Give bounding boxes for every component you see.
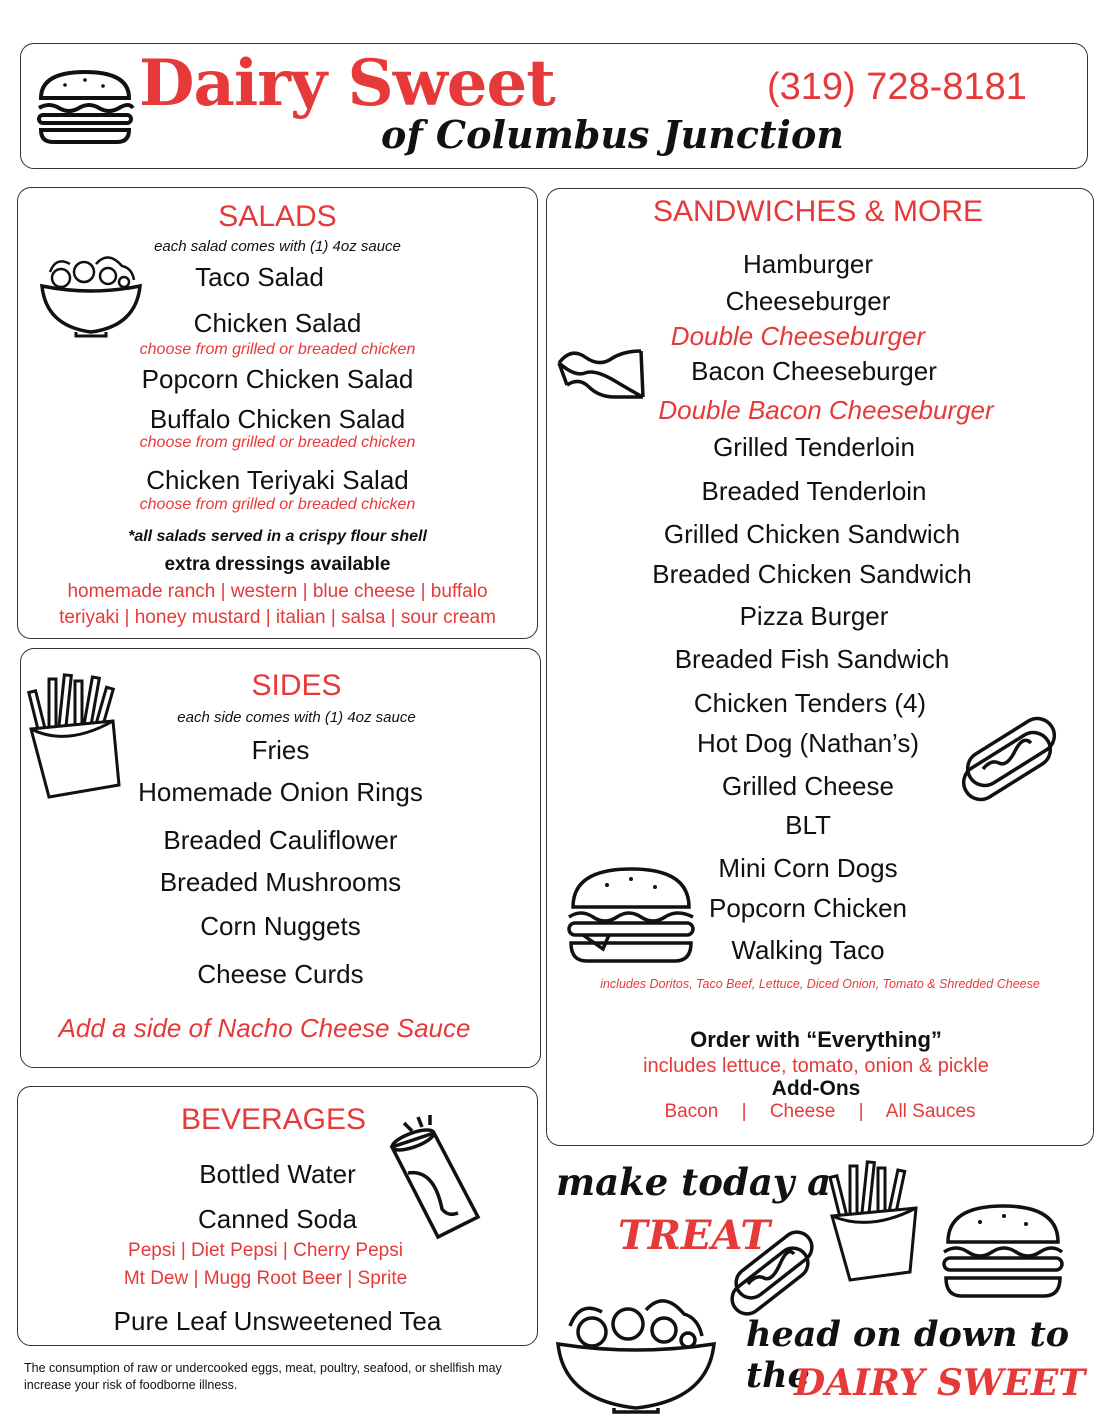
- sandwich-item: Grilled Chicken Sandwich: [663, 519, 961, 549]
- side-item: Corn Nuggets: [200, 911, 361, 941]
- promo-line-1: make today a: [556, 1160, 832, 1204]
- sandwiches-section: [546, 188, 1094, 1146]
- sides-note: each side comes with (1) 4oz sauce: [177, 709, 416, 726]
- sandwich-item: Breaded Chicken Sandwich: [652, 559, 972, 589]
- sandwich-item: Grilled Cheese: [722, 771, 894, 801]
- promo-line-2: TREAT: [618, 1212, 771, 1259]
- brand-name: Dairy Sweet: [139, 46, 555, 121]
- salad-item-note: choose from grilled or breaded chicken: [139, 434, 416, 451]
- sandwich-item-featured: Double Cheeseburger: [670, 321, 926, 351]
- sandwich-item: Cheeseburger: [725, 286, 891, 316]
- sandwich-item: Grilled Tenderloin: [713, 432, 915, 462]
- dressings-title: extra dressings available: [164, 554, 391, 575]
- salad-item-note: choose from grilled or breaded chicken: [139, 496, 416, 513]
- sandwich-item: Chicken Tenders (4): [693, 688, 927, 718]
- everything-title: Order with “Everything”: [690, 1027, 942, 1052]
- sides-section: [20, 648, 541, 1068]
- side-item: Breaded Mushrooms: [159, 867, 402, 897]
- addon-bacon: Bacon: [664, 1101, 719, 1122]
- side-item: Breaded Cauliflower: [163, 825, 398, 855]
- beverage-item: Canned Soda: [197, 1204, 358, 1234]
- sandwich-item: Hot Dog (Nathan’s): [696, 728, 920, 758]
- sandwich-item: Bacon Cheeseburger: [691, 356, 937, 386]
- fries-icon: [824, 1160, 924, 1284]
- beverage-item: Bottled Water: [199, 1159, 356, 1189]
- dressings-list: teriyaki | honey mustard | italian | salsa | sour cream: [59, 607, 496, 628]
- salad-item-note: choose from grilled or breaded chicken: [139, 341, 416, 358]
- beverages-title: BEVERAGES: [180, 1103, 367, 1136]
- side-item: Cheese Curds: [197, 959, 364, 989]
- addon-separator: |: [741, 1101, 747, 1122]
- sandwich-item: Pizza Burger: [739, 601, 889, 631]
- nacho-addon: Add a side of Nacho Cheese Sauce: [58, 1013, 471, 1043]
- salad-item: Chicken Teriyaki Salad: [146, 465, 409, 495]
- promo-line-3: head on down to the: [746, 1314, 1070, 1396]
- sandwich-item: Mini Corn Dogs: [718, 853, 898, 883]
- everything-note: includes lettuce, tomato, onion & pickle: [643, 1055, 989, 1077]
- sandwich-item: Hamburger: [742, 249, 874, 279]
- beverage-item: Pure Leaf Unsweetened Tea: [113, 1306, 442, 1336]
- addon-all-sauces: All Sauces: [885, 1101, 976, 1122]
- addon-separator: |: [858, 1101, 864, 1122]
- side-item: Homemade Onion Rings: [138, 777, 423, 807]
- sandwich-item: Breaded Fish Sandwich: [674, 644, 950, 674]
- promo-line-4: DAIRY SWEET: [794, 1362, 1086, 1404]
- sandwich-item-featured: Double Bacon Cheeseburger: [658, 395, 994, 425]
- walking-taco-note: includes Doritos, Taco Beef, Lettuce, Diced Onion, Tomato & Shredded Cheese: [600, 977, 1040, 991]
- header-box: [20, 43, 1088, 169]
- salad-item: Chicken Salad: [193, 308, 362, 338]
- burger-icon: [35, 68, 135, 146]
- soda-options: Pepsi | Diet Pepsi | Cherry Pepsi: [128, 1240, 403, 1261]
- sandwich-item: Popcorn Chicken: [709, 893, 907, 923]
- beverages-section: [17, 1086, 538, 1346]
- side-item: Fries: [251, 735, 310, 765]
- salad-item: Taco Salad: [195, 262, 324, 292]
- hot-dog-icon: [722, 1216, 822, 1320]
- salad-bowl-icon: [552, 1290, 720, 1414]
- burger-icon: [938, 1200, 1068, 1300]
- addons-list: [547, 1101, 1093, 1123]
- addon-cheese: Cheese: [769, 1101, 836, 1122]
- dressings-list: homemade ranch | western | blue cheese | buffalo: [67, 581, 488, 602]
- salads-note: each salad comes with (1) 4oz sauce: [154, 238, 401, 255]
- shell-note: *all salads served in a crispy flour shell: [128, 528, 427, 545]
- soda-options: Mt Dew | Mugg Root Beer | Sprite: [123, 1268, 408, 1289]
- sides-title: SIDES: [251, 669, 342, 702]
- brand-tagline: of Columbus Junction: [381, 112, 844, 157]
- sandwich-item: Breaded Tenderloin: [701, 476, 927, 506]
- salads-section: [17, 187, 538, 639]
- sandwich-item: BLT: [785, 810, 831, 840]
- addons-title: Add-Ons: [771, 1077, 861, 1100]
- food-safety-disclaimer: The consumption of raw or undercooked eggs, meat, poultry, seafood, or shellfish may increase your risk of foodborne illness.: [24, 1361, 502, 1392]
- salad-item: Buffalo Chicken Salad: [149, 404, 406, 434]
- sandwich-item: Walking Taco: [731, 935, 885, 965]
- salad-item: Popcorn Chicken Salad: [141, 364, 414, 394]
- sandwiches-title: SANDWICHES & MORE: [652, 195, 984, 228]
- salads-title: SALADS: [218, 200, 337, 233]
- phone-number[interactable]: (319) 728-8181: [767, 66, 1027, 108]
